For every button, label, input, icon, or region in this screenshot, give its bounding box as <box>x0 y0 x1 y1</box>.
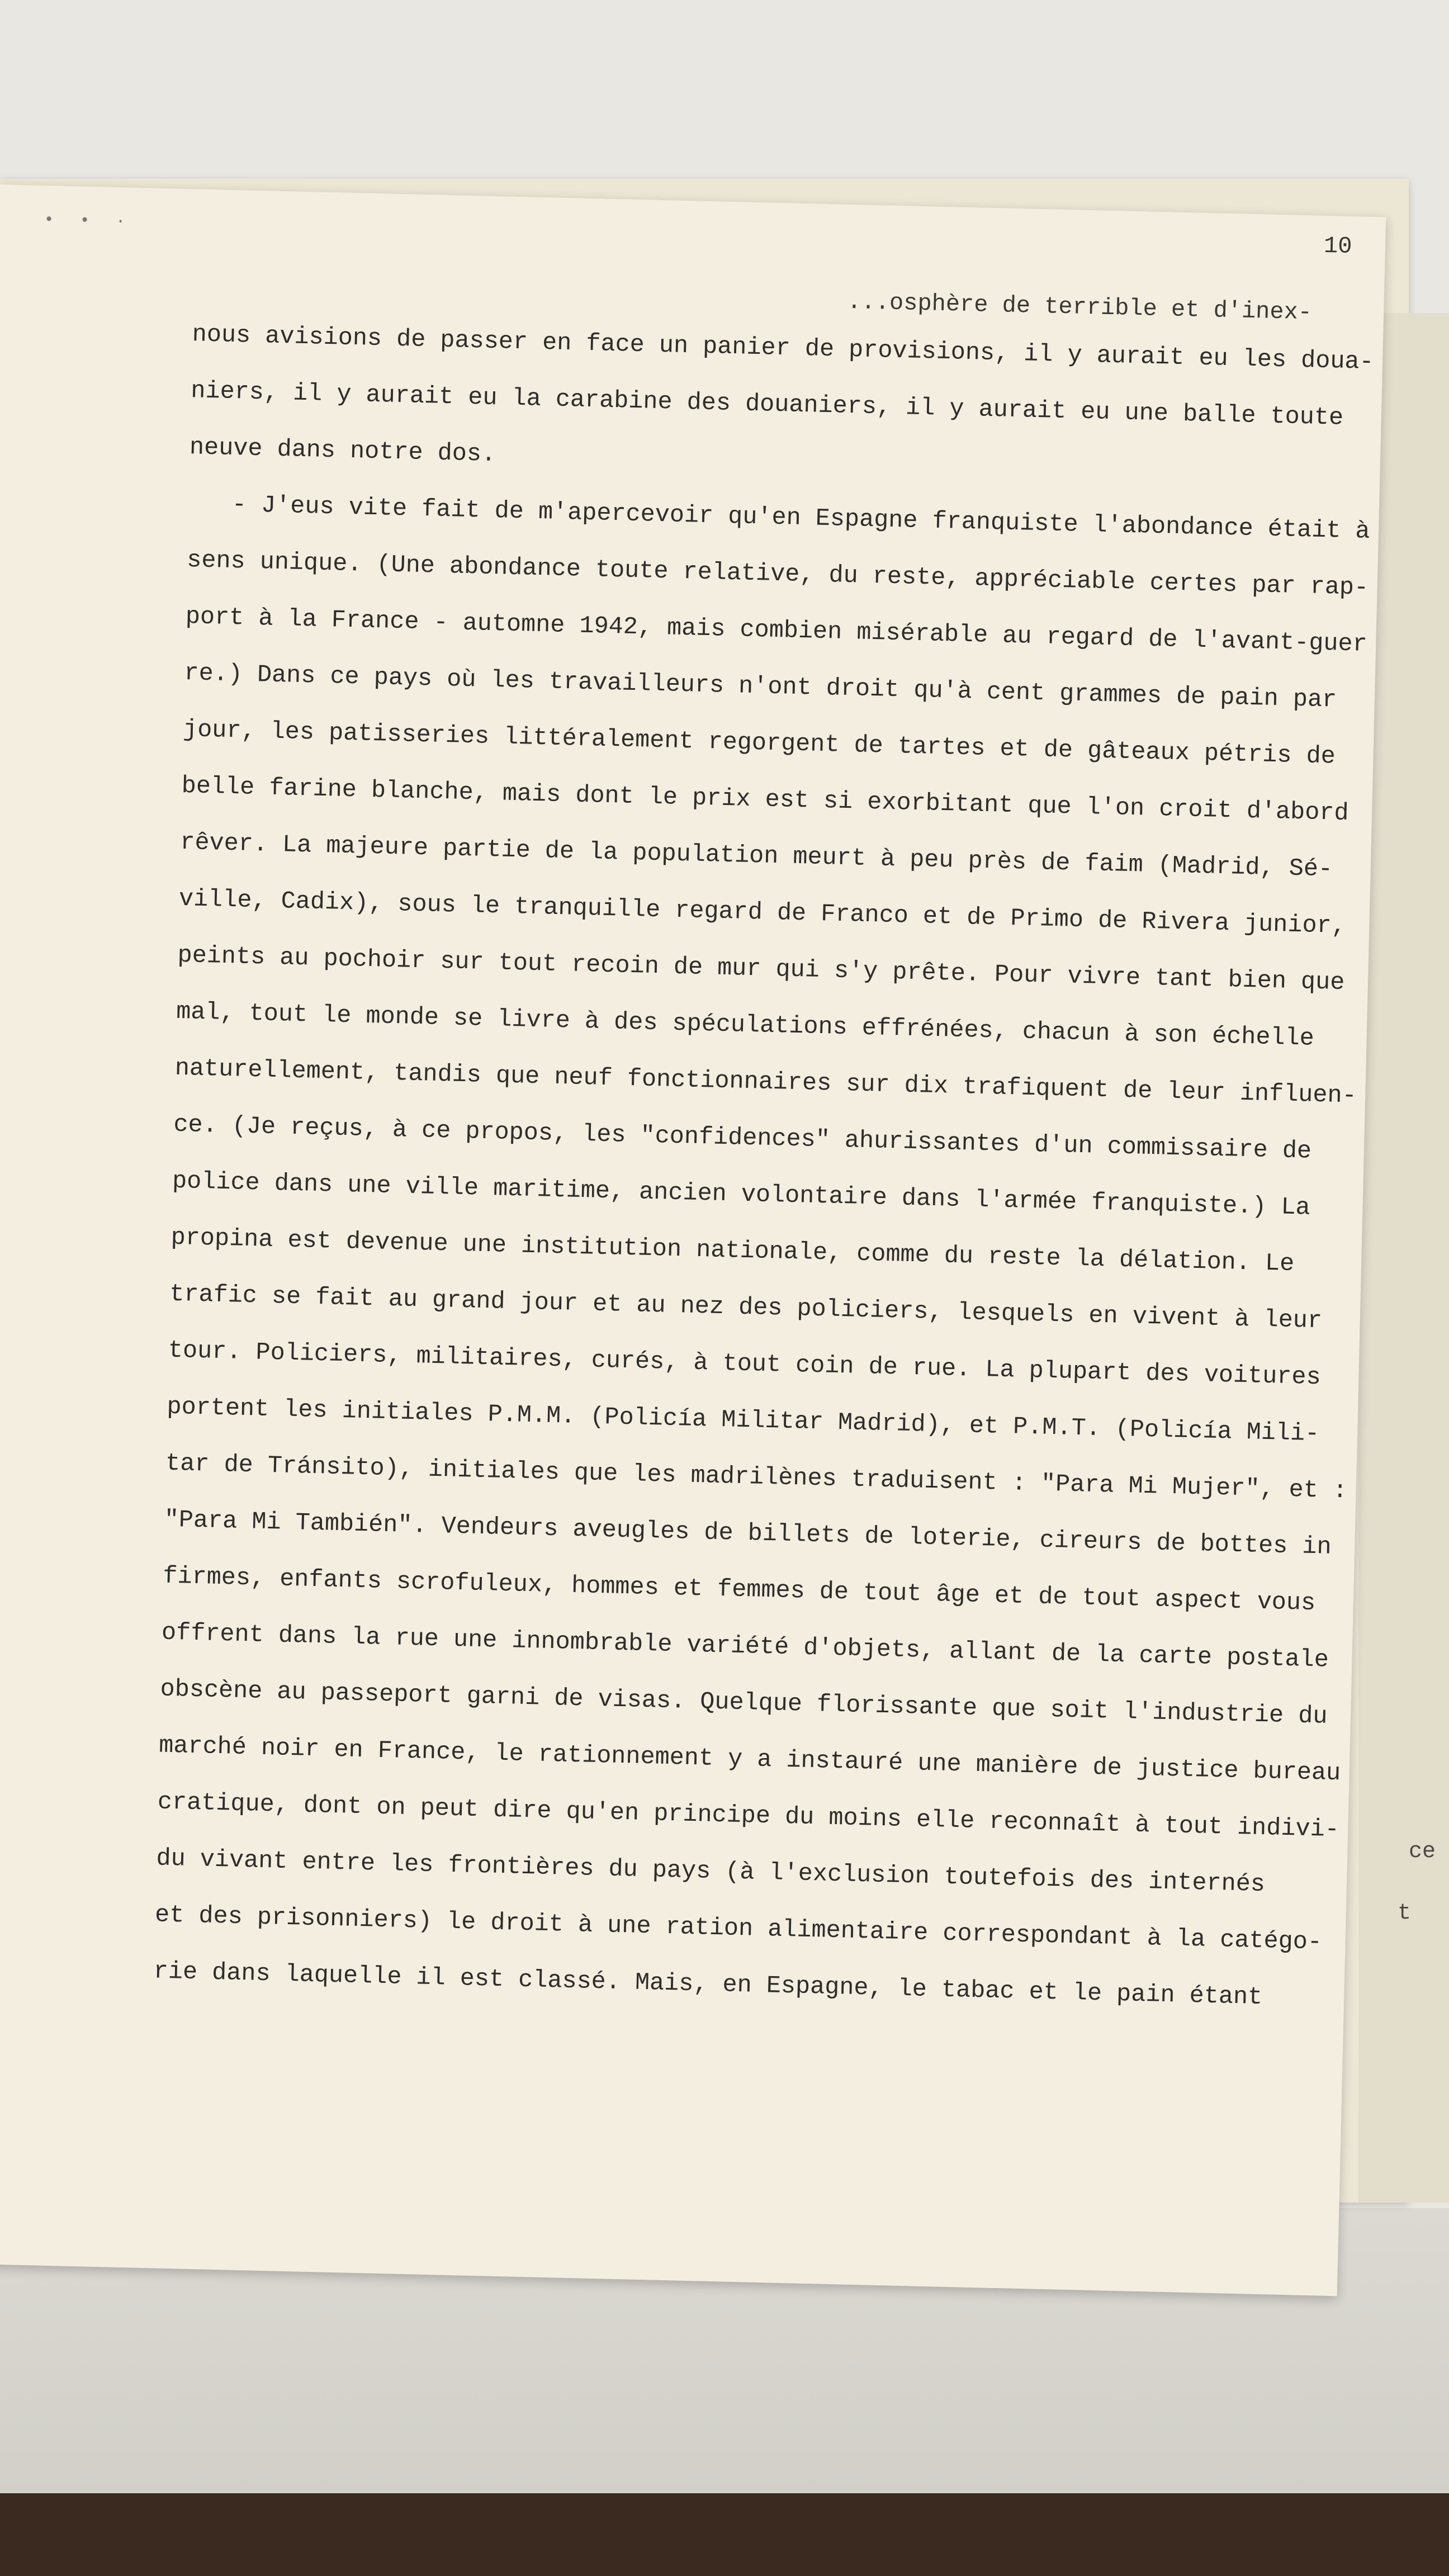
text-line: "Para Mi También". Vendeurs aveugles de billets de loterie, cireurs de bottes in <box>164 1506 1332 1561</box>
margin-fragment-2: t <box>1398 1901 1412 1926</box>
text-line: peints au pochoir sur tout recoin de mur qui s'y prête. Pour vivre tant bien que <box>177 941 1345 997</box>
text-line: mal, tout le monde se livre à des spéculations effrénées, chacun à son échelle <box>176 998 1315 1053</box>
text-line: nous avisions de passer en face un panier de provisions, il y aurait eu les doua- <box>192 321 1375 376</box>
text-line: trafic se fait au grand jour et au nez des policiers, lesquels en vivent à leur <box>169 1280 1323 1336</box>
text-line: rie dans laquelle il est classé. Mais, en Espagne, le tabac et le pain étant <box>153 1958 1263 2012</box>
body-text <box>153 306 1375 2027</box>
text-line: marché noir en France, le rationnement y a instauré une manière de justice bureau <box>158 1732 1341 1788</box>
text-line: belle farine blanche, mais dont le prix est si exorbitant que l'on croit d'abord <box>181 772 1349 828</box>
page-number: 10 <box>1323 232 1353 261</box>
text-line: tour. Policiers, militaires, curés, à tout coin de rue. La plupart des voitures <box>168 1337 1322 1392</box>
text-line: naturellement, tandis que neuf fonctionnaires sur dix trafiquent de leur influen- <box>174 1054 1357 1110</box>
table-edge <box>0 2493 1449 2576</box>
text-line: du vivant entre les frontières du pays (à l'exclusion toutefois des internés <box>155 1845 1266 1899</box>
top-line-fragment: ...osphère de terrible et d'inex- <box>846 288 1313 326</box>
text-line: sens unique. (Une abondance toute relative, du reste, appréciable certes par rap- <box>186 547 1369 602</box>
margin-fragment-1: ce <box>1409 1839 1436 1864</box>
text-line: neuve dans notre dos. <box>189 434 496 469</box>
typed-page <box>0 184 1386 2296</box>
text-line: port à la France - automne 1942, mais combien misérable au regard de l'avant-guer <box>185 603 1368 659</box>
text-line: cratique, dont on peut dire qu'en principe du moins elle reconnaît à tout indivi- <box>157 1788 1340 1844</box>
text-line: obscène au passeport garni de visas. Quelque florissante que soit l'industrie du <box>160 1675 1328 1731</box>
text-line: police dans une ville maritime, ancien volontaire dans l'armée franquiste.) La <box>172 1167 1311 1222</box>
text-line: tar de Tránsito), initiales que les madrilènes traduisent : "Para Mi Mujer", et : <box>165 1450 1348 1505</box>
text-line: - J'eus vite fait de m'apercevoir qu'en Espagne franquiste l'abondance était à <box>188 490 1371 546</box>
text-line: re.) Dans ce pays où les travailleurs n'ont droit qu'à cent grammes de pain par <box>183 660 1337 714</box>
text-line: ce. (Je reçus, à ce propos, les "confidences" ahurissantes d'un commissaire de <box>173 1111 1312 1166</box>
punch-holes: • • · <box>44 210 134 232</box>
text-line: ville, Cadix), sous le tranquille regard de Franco et de Primo de Rivera junior, <box>178 885 1347 941</box>
text-line: portent les initiales P.M.M. (Policía Militar Madrid), et P.M.T. (Policía Mili- <box>166 1393 1320 1448</box>
text-line: niers, il y aurait eu la carabine des douaniers, il y aurait eu une balle toute <box>190 377 1344 432</box>
text-line: rêver. La majeure partie de la population meurt à peu près de faim (Madrid, Sé- <box>179 828 1333 884</box>
text-line: et des prisonniers) le droit à une ration alimentaire correspondant à la catégo- <box>154 1901 1323 1957</box>
text-line: firmes, enfants scrofuleux, hommes et femmes de tout âge et de tout aspect vous <box>162 1562 1316 1618</box>
text-line: propina est devenue une institution nationale, comme du reste la délation. Le <box>171 1224 1295 1278</box>
text-line: offrent dans la rue une innombrable variété d'objets, allant de la carte postale <box>161 1619 1329 1674</box>
text-line: jour, les patisseries littéralement regorgent de tartes et de gâteaux pétris de <box>182 716 1336 771</box>
